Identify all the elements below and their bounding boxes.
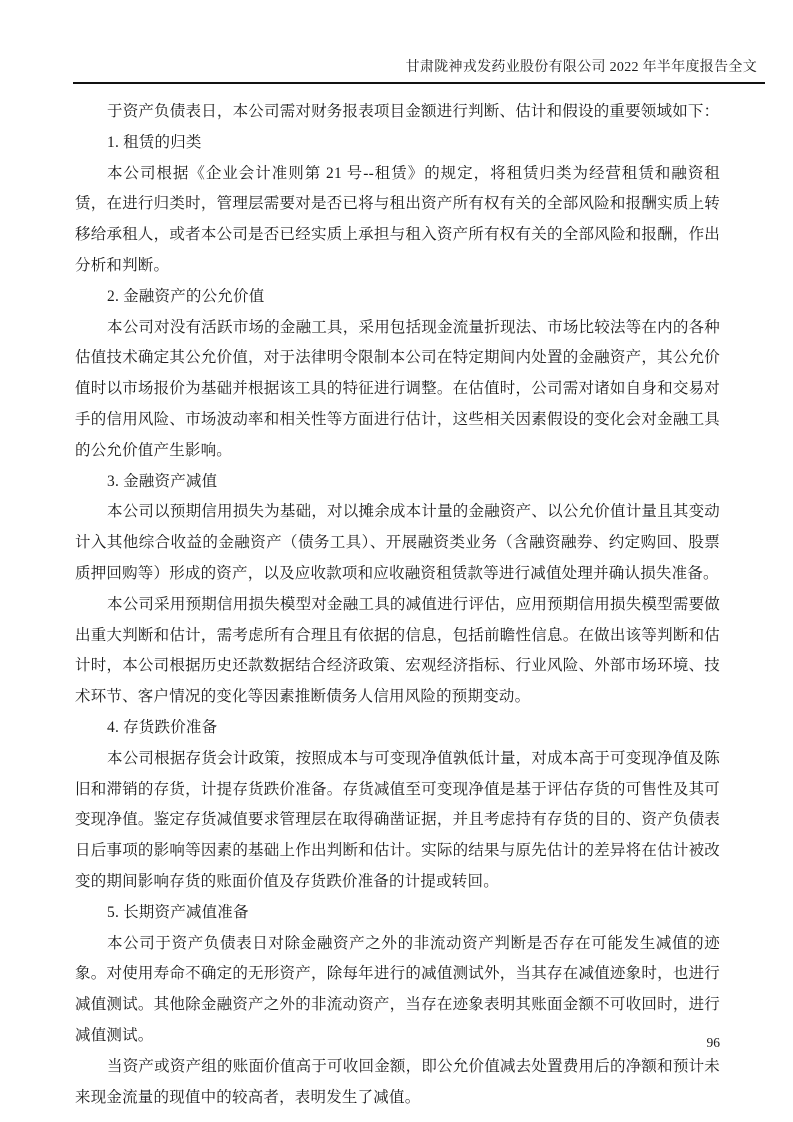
paragraph: 本公司根据《企业会计准则第 21 号--租赁》的规定，将租赁归类为经营租赁和融资租赁，在进行归类时，管理层需要对是否已将与租出资产所有权有关的全部风险和报酬实质上转移给承租人，或者本公司是否已经实质上承担与租入资产所有权有关的全部风险和报酬，作出分析和判断。 <box>75 164 720 274</box>
paragraph: 本公司以预期信用损失为基础，对以摊余成本计量的金融资产、以公允价值计量且其变动计入其他综合收益的金融资产（债务工具）、开展融资类业务（含融资融券、约定购回、股票质押回购等）形成的资产，以及应收款项和应收融资租赁款等进行减值处理并确认损失准备。 <box>75 503 720 582</box>
section-heading: 4. 存货跌价准备 <box>107 718 218 736</box>
section-heading: 3. 金融资产减值 <box>107 472 218 490</box>
paragraph: 本公司于资产负债表日对除金融资产之外的非流动资产判断是否存在可能发生减值的迹象。对使用寿命不确定的无形资产，除每年进行的减值测试外，当其存在减值迹象时，也进行减值测试。其他除金融资产之外的非流动资产，当存在迹象表明其账面金额不可收回时，进行减值测试。 <box>75 934 720 1044</box>
report-header-title: 甘肃陇神戎发药业股份有限公司 2022 年半年度报告全文 <box>405 60 757 75</box>
section-heading: 1. 租赁的归类 <box>107 133 202 151</box>
paragraph: 本公司根据存货会计政策，按照成本与可变现净值孰低计量，对成本高于可变现净值及陈旧和滞销的存货，计提存货跌价准备。存货减值至可变现净值是基于评估存货的可售性及其可变现净值。鉴定存货减值要求管理层在取得确凿证据，并且考虑持有存货的目的、资产负债表日后事项的影响等因素的基础上作出判断和估计。实际的结果与原先估计的差异将在估计被改变的期间影响存货的账面价值及存货跌价准备的计提或转回。 <box>75 749 720 890</box>
page-number: 96 <box>706 1035 720 1050</box>
paragraph: 本公司采用预期信用损失模型对金融工具的减值进行评估，应用预期信用损失模型需要做出重大判断和估计，需考虑所有合理且有依据的信息，包括前瞻性信息。在做出该等判断和估计时，本公司根据历史还款数据结合经济政策、宏观经济指标、行业风险、外部市场环境、技术环节、客户情况的变化等因素推断债务人信用风险的预期变动。 <box>75 595 720 706</box>
paragraph: 于资产负债表日，本公司需对财务报表项目金额进行判断、估计和假设的重要领域如下： <box>107 103 720 120</box>
section-heading: 5. 长期资产减值准备 <box>107 903 249 921</box>
page-footer <box>75 1034 720 1052</box>
paragraph: 本公司对没有活跃市场的金融工具，采用包括现金流量折现法、市场比较法等在内的各种估值技术确定其公允价值，对于法律明令限制本公司在特定期间内处置的金融资产，其公允价值时以市场报价为基础并根据该工具的特征进行调整。在估值时，公司需对诸如自身和交易对手的信用风险、市场波动率和相关性等方面进行估计，这些相关因素假设的变化会对金融工具的公允价值产生影响。 <box>75 318 720 459</box>
page-header <box>73 0 765 84</box>
paragraph: 当资产或资产组的账面价值高于可收回金额，即公允价值减去处置费用后的净额和预计未来现金流量的现值中的较高者，表明发生了减值。 <box>75 1057 720 1106</box>
section-heading: 2. 金融资产的公允价值 <box>107 287 265 305</box>
document-body <box>75 97 720 1113</box>
